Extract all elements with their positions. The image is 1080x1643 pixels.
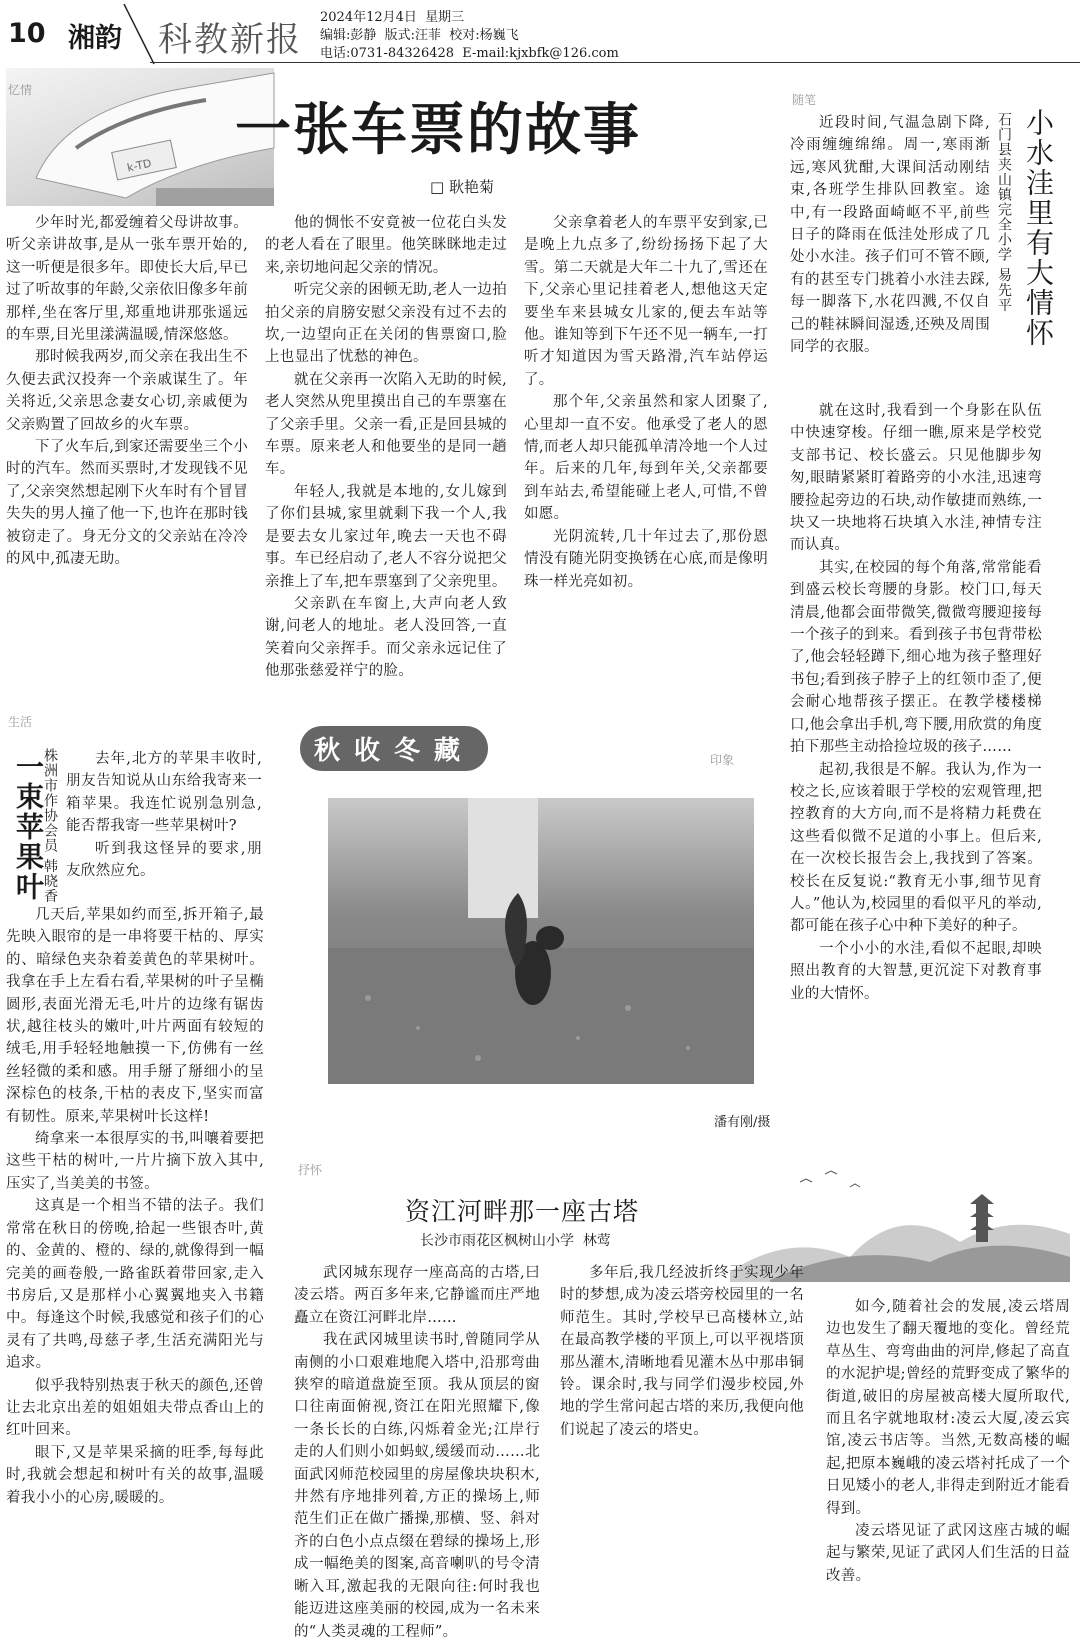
paragraph: 绮拿来一本很厚实的书,叫嚷着要把这些干枯的树叶,一片片摘下放入其中,压实了,当美美的书签。 xyxy=(6,1131,264,1192)
masthead-rule xyxy=(150,62,1080,63)
section-label-shenghuo xyxy=(8,712,33,730)
paragraph: 我在武冈城里读书时,曾随同学从南侧的小口艰难地爬入塔中,沿那弯曲狭窄的暗道盘旋至顶。我从顶层的窗口往南面俯视,资江在阳光照耀下,像一条长长的白练,闪烁着金光;江岸行走的人们则小如蚂蚁,缓缓而动……北面武冈师范校园里的房屋像块块积木,井然有序地排列着,方正的操场上,师范生们正在做广播操,那横、竖、斜对齐的白色小点点缀在碧绿的操场上,形成一幅绝美的图案,高音喇叭的号令清晰入耳,激起我的无限向往:何时我也能迈进这座美丽的校园,成为一名未来的“人类灵魂的工程师”。 xyxy=(294,1332,540,1640)
paragraph: 起初,我很是不解。我认为,作为一校之长,应该着眼于学校的宏观管理,把控教育的大方向,而不是将精力耗费在这些看似微不足道的小事上。但后来,在一次校长报告会上,我找到了答案。校长在反复说:“教育无小事,细节见育人。”他认为,校园里的看似平凡的举动,都可能在孩子心中种下美好的种子。 xyxy=(790,761,1042,935)
paragraph: 年轻人,我就是本地的,女儿嫁到了你们县城,家里就剩下我一个人,我是要去女儿家过年,晚去一天也不碍事。车已经启动了,老人不容分说把父亲推上了车,把车票塞到了父亲兜里。 xyxy=(265,483,507,590)
paragraph: 那时候我两岁,而父亲在我出生不久便去武汉投奔一个亲戚谋生了。年关将近,父亲思念妻女心切,亲戚便为父亲购置了回故乡的火车票。 xyxy=(6,349,248,433)
section-label-text: 生活 xyxy=(8,715,33,729)
section-label-shuhuai xyxy=(298,1160,323,1178)
section-label-text: 忆情 xyxy=(8,83,33,97)
section-label-suibi xyxy=(792,90,817,108)
article1-col1 xyxy=(6,212,248,686)
photo-header-circles xyxy=(300,726,488,771)
paper-name: 科教新报 xyxy=(158,20,302,60)
paragraph: 去年,北方的苹果丰收时,朋友告知说从山东给我寄来一箱苹果。我连忙说别急别急,能否帮我寄一些苹果树叶? xyxy=(66,751,262,835)
paragraph: 就在这时,我看到一个身影在队伍中快速穿梭。仔细一瞧,原来是学校党支部书记、校长盛云。只见他脚步匆匆,眼睛紧紧盯着路旁的小水洼,迅速弯腰捡起旁边的石块,动作敏捷而熟练,一块又一块地将石块填入水洼,神情专注而认真。 xyxy=(790,403,1042,554)
paragraph: 光阴流转,几十年过去了,那份恩情没有随光阴变换锈在心底,而是像明珠一样光亮如初。 xyxy=(524,528,768,590)
article2-col-lower xyxy=(790,400,1042,1100)
photo-header-text: 秋收冬藏 xyxy=(300,726,488,771)
paragraph: 几天后,苹果如约而至,拆开箱子,最先映入眼帘的是一串将要干枯的、厚实的、暗绿色夹杂着姜黄色的苹果树叶。我拿在手上左看右看,苹果树的叶子呈椭圆形,表面光滑无毛,叶片的边缘有锯齿状,越往枝头的嫩叶,叶片两面有较短的绒毛,用手轻轻地触摸一下,仿佛有一丝丝轻微的柔和感。用手掰了掰细小的呈深棕色的枝条,干枯的表皮下,坚实而富有韧性。原来,苹果树叶长这样! xyxy=(6,907,264,1125)
issue-date: 2024年12月4日 星期三 xyxy=(320,10,465,25)
paragraph: 他的惆怅不安竟被一位花白头发的老人看在了眼里。他笑眯眯地走过来,亲切地问起父亲的情况。 xyxy=(265,215,507,276)
paragraph: 眼下,又是苹果采摘的旺季,每每此时,我就会想起和树叶有关的故事,温暖着我小小的心房,暖暖的。 xyxy=(6,1444,264,1506)
paragraph: 凌云塔见证了武冈这座古城的崛起与繁荣,见证了武冈人们生活的日益改善。 xyxy=(826,1523,1070,1584)
article3-col-lower xyxy=(6,904,264,1626)
svg-text:k-TD: k-TD xyxy=(125,156,153,175)
article1-title: 一张车票的故事 xyxy=(235,98,641,163)
article4-author: 长沙市雨花区枫树山小学 林莺 xyxy=(420,1233,611,1249)
article4-col1 xyxy=(294,1262,540,1640)
paragraph: 听完父亲的困顿无助,老人一边拍拍父亲的肩膀安慰父亲没有过不去的坎,一边望向正在关闭的售票窗口,脸上也显出了忧愁的神色。 xyxy=(265,282,507,366)
paragraph: 一个小小的水洼,看似不起眼,却映照出教育的大智慧,更沉淀下对教育事业的大情怀。 xyxy=(790,940,1042,1002)
train-photo xyxy=(6,68,274,206)
page-number: 10 xyxy=(8,18,46,49)
article4-title: 资江河畔那一座古塔 xyxy=(405,1197,640,1226)
article1-byline: □ 耿艳菊 xyxy=(430,178,494,196)
section-name: 湘韵 xyxy=(68,23,122,54)
section-label-yinxiang xyxy=(710,750,735,768)
editors-line: 编辑:彭静 版式:汪菲 校对:杨巍飞 xyxy=(320,28,519,43)
paragraph: 就在父亲再一次陷入无助的时候,老人突然从兜里摸出自己的车票塞在了父亲手里。父亲一看,正是回县城的车票。原来老人和他要坐的是同一趟车。 xyxy=(265,371,507,478)
contact-line: 电话:0731-84326428 E-mail:kjxbfk@126.com xyxy=(320,46,619,61)
paragraph: 多年后,我几经波折终于实现少年时的梦想,成为凌云塔旁校园里的一名师范生。其时,学校早已高楼林立,站在最高教学楼的平顶上,可以平视塔顶那丛灌木,清晰地看见灌木丛中那串铜铃。课余时,我与同学们漫步校园,外地的学生常问起古塔的来历,我便向他们说起了凌云的塔史。 xyxy=(560,1265,804,1438)
paragraph: 近段时间,气温急剧下降,冷雨缠缠绵绵。周一,寒雨渐远,寒风犹酣,大课间活动刚结束,各班学生排队回教室。途中,有一段路面崎岖不平,前些日子的降雨在低洼处形成了几处小水洼。孩子们可不管不顾,有的甚至专门挑着小水洼去踩,每一脚落下,水花四溅,不仅自己的鞋袜瞬间湿透,还殃及周围同学的衣服。 xyxy=(790,115,990,356)
photo-header xyxy=(300,726,488,771)
paragraph: 武冈城东现存一座高高的古塔,曰凌云塔。两百多年来,它静谧而庄严地矗立在资江河畔北岸…… xyxy=(294,1265,540,1326)
paragraph: 下了火车后,到家还需要坐三个小时的汽车。然而买票时,才发现钱不见了,父亲突然想起刚下火车时有个冒冒失失的男人撞了他一下,也许在那时钱被窃走了。身无分文的父亲站在冷冷的风中,孤凄无助。 xyxy=(6,439,248,568)
paragraph: 父亲拿着老人的车票平安到家,已是晚上九点多了,纷纷扬扬下起了大雪。第二天就是大年二十九了,雪还在下,父亲心里记挂着老人,想他这天定要坐车来县城女儿家的,便去车站等他。谁知等到下午还不见一辆车,一打听才知道因为雪天路滑,汽车站停运了。 xyxy=(524,215,768,388)
masthead xyxy=(0,0,1080,64)
paragraph: 那个年,父亲虽然和家人团聚了,心里却一直不安。他承受了老人的恩情,而老人却只能孤单清冷地一个人过年。后来的几年,每到年关,父亲都要到车站去,希望能碰上老人,可惜,不曾如愿。 xyxy=(524,394,768,523)
paragraph: 似乎我特别热衷于秋天的颜色,还曾让去北京出差的姐姐姐夫带点香山上的红叶回来。 xyxy=(6,1377,264,1439)
paragraph: 父亲趴在车窗上,大声向老人致谢,问老人的地址。老人没回答,一直笑着向父亲挥手。而父亲永远记住了他那张慈爱祥宁的脸。 xyxy=(265,595,507,680)
article2-title: 小水洼里有大情怀 xyxy=(1022,108,1055,348)
section-label-text: 抒怀 xyxy=(298,1163,323,1177)
paragraph: 少年时光,都爱缠着父母讲故事。听父亲讲故事,是从一张车票开始的,这一听便是很多年。即使长大后,早已过了听故事的年龄,父亲依旧像多年前那样,坐在客厅里,郑重地讲那张遥远的车票,目光里漾满温暖,情深悠悠。 xyxy=(6,215,248,344)
article2-col xyxy=(790,112,990,356)
section-label-yiqing xyxy=(8,80,33,98)
paragraph: 其实,在校园的每个角落,常常能看到盛云校长弯腰的身影。校门口,每天清晨,他都会面带微笑,微微弯腰迎接每一个孩子的到来。看到孩子书包背带松了,他会轻轻蹲下,细心地为孩子整理好书包;看到孩子脖子上的红领巾歪了,便会耐心地帮孩子摆正。在教学楼楼梯口,他会拿出手机,弯下腰,用欣赏的角度拍下那些主动拾捡垃圾的孩子…… xyxy=(790,559,1042,756)
article3-author: 株洲市作协会员 韩晓香 xyxy=(42,748,58,904)
masthead-slash xyxy=(118,4,158,66)
squirrel-photo xyxy=(328,798,754,1084)
squirrel-illustration xyxy=(328,798,754,1084)
article2-author: 石门县夹山镇完全小学 易先平 xyxy=(996,112,1012,313)
article3-col xyxy=(66,748,262,898)
paragraph: 听到我这怪异的要求,朋友欣然应允。 xyxy=(66,840,262,880)
photo-credit: 潘有刚/摄 xyxy=(714,1115,771,1130)
paragraph: 如今,随着社会的发展,凌云塔周边也发生了翻天覆地的变化。曾经荒草丛生、弯弯曲曲的河岸,修起了高直的水泥护堤;曾经的荒野变成了繁华的街道,破旧的房屋被高楼大厦所取代,而且名字就地取材:凌云大厦,凌云宾馆,凌云书店等。当然,无数高楼的崛起,把原本巍峨的凌云塔衬托成了一个日见矮小的老人,非得走到附近才能看得到。 xyxy=(826,1299,1070,1517)
article1-col3 xyxy=(524,212,768,686)
article4-col2 xyxy=(560,1262,804,1628)
section-label-text: 印象 xyxy=(710,753,735,767)
article1-col2 xyxy=(265,212,507,686)
train-illustration xyxy=(6,68,274,206)
paragraph: 这真是一个相当不错的法子。我们常常在秋日的傍晚,拾起一些银杏叶,黄的、金黄的、橙的、绿的,就像得到一幅完美的画卷般,一路雀跃着带回家,走入书房后,又是那样小心翼翼地夹入书籍中。每逢这个时候,我感觉和孩子们的心灵有了共鸣,母慈子孝,生活充满阳光与追求。 xyxy=(6,1198,264,1372)
section-label-text: 随笔 xyxy=(792,93,817,107)
article4-col3 xyxy=(826,1296,1070,1628)
article3-title: 一束苹果叶 xyxy=(12,752,45,902)
